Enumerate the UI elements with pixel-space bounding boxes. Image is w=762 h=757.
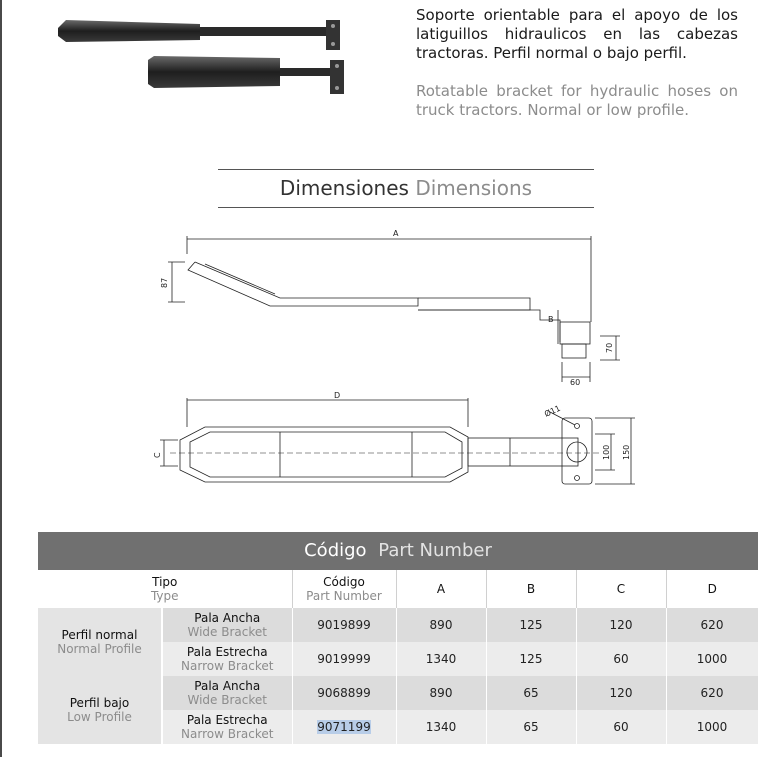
dim-label-70: 70 [605,342,614,353]
page-edge-rule [0,0,2,757]
row-b: 65 [486,676,576,710]
row-a: 1340 [396,642,486,676]
row-d: 1000 [666,710,758,744]
part-number-table [38,532,758,744]
row-a: 890 [396,676,486,710]
dim-label-d: D [334,391,341,400]
dim-label-150: 150 [622,444,631,460]
row-code: 9068899 [292,676,396,710]
row-c: 120 [576,608,666,642]
dimensions-title-en: Dimensions [415,176,533,200]
row-a: 890 [396,608,486,642]
dim-label-d11: Ø11 [543,403,562,419]
header-d: D [666,570,758,608]
dim-label-60: 60 [570,378,581,387]
row-b: 125 [486,642,576,676]
row-b: 65 [486,710,576,744]
selected-code-highlight[interactable]: 9071199 [317,720,371,734]
row-code: 9019899 [292,608,396,642]
row-d: 620 [666,608,758,642]
row-c: 120 [576,676,666,710]
row-c: 60 [576,642,666,676]
row-b: 125 [486,608,576,642]
table [38,570,759,744]
dim-label-100: 100 [602,444,611,460]
table-title [38,532,758,570]
dimensions-title-es: Dimensiones [279,176,409,200]
table-row [38,676,758,710]
row-code: 9019999 [292,642,396,676]
row-type: Pala Ancha Wide Bracket [162,608,292,642]
header-codigo: Código Part Number [292,570,396,608]
row-type: Pala Ancha Wide Bracket [162,676,292,710]
row-type: Pala Estrecha Narrow Bracket [162,710,292,744]
dim-label-b: B [548,315,554,324]
row-a: 1340 [396,710,486,744]
dim-label-a: A [393,229,399,238]
description-spanish: Soporte orientable para el apoyo de los latiguillos hidraulicos en las cabezas tractoras. Perfil normal o bajo perfil. [416,6,738,62]
dimensions-heading [218,169,594,208]
dim-label-87: 87 [160,277,169,288]
header-tipo: Tipo Type [38,570,292,608]
table-title-es: Código [304,540,367,561]
row-d: 620 [666,676,758,710]
row-d: 1000 [666,642,758,676]
description-english: Rotatable bracket for hydraulic hoses on truck tractors. Normal or low profile. [416,82,738,119]
table-row [38,608,758,642]
product-photo [50,14,360,104]
table-title-en: Part Number [378,540,492,561]
row-type: Pala Estrecha Narrow Bracket [162,642,292,676]
dim-label-c: C [153,452,162,458]
header-b: B [486,570,576,608]
group-normal-profile: Perfil normal Normal Profile [38,608,162,676]
group-low-profile: Perfil bajo Low Profile [38,676,162,744]
row-code [292,710,396,744]
technical-drawing [150,222,650,502]
row-c: 60 [576,710,666,744]
header-c: C [576,570,666,608]
header-a: A [396,570,486,608]
